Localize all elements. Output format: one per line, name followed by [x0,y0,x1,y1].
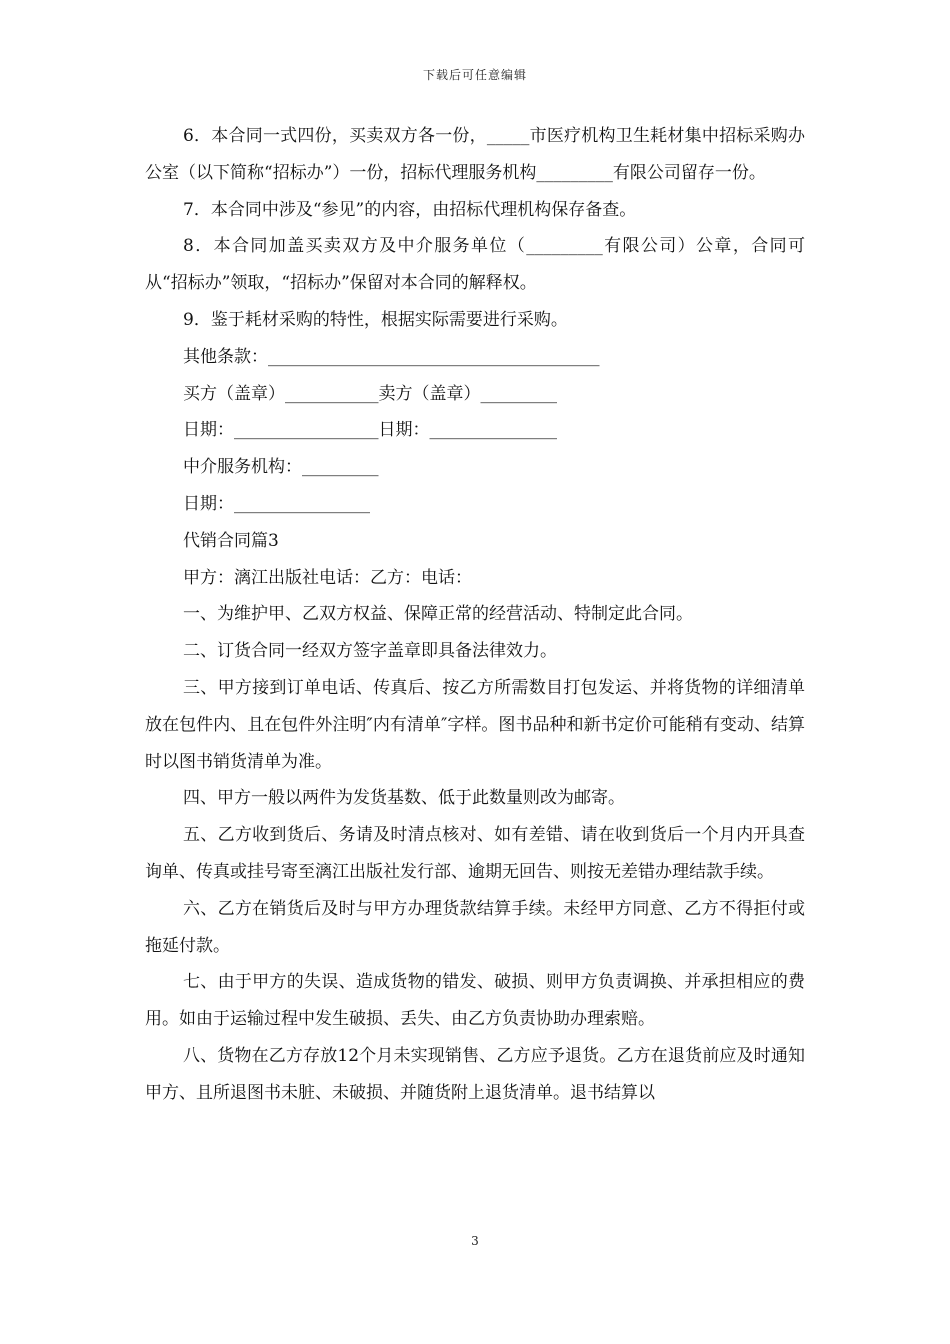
article-2: 二、订货合同一经双方签字盖章即具备法律效力。 [183,641,557,662]
page-header-note: 下载后可任意编辑 [422,68,527,82]
intermediary-line: 中介服务机构：_________ [183,457,379,478]
clause-9: 9．鉴于耗材采购的特性，根据实际需要进行采购。 [183,309,568,330]
section-title: 代销合同篇3 [183,530,279,551]
buyer-seller-seal-line: 买方（盖章）___________卖方（盖章）_________ [183,383,557,404]
clause-7: 7．本合同中涉及“参见”的内容，由招标代理机构保存备查。 [183,199,637,220]
article-8: 八、货物在乙方存放12个月未实现销售、乙方应予退货。乙方在退货前应及时通知甲方、且所退图书未脏、未破损、并随货附上退货清单。退书结算以 [145,1045,805,1103]
parties-line: 甲方：漓江出版社电话：乙方：电话： [183,567,472,588]
article-1: 一、为维护甲、乙双方权益、保障正常的经营活动、特制定此合同。 [183,604,693,625]
date-line-2: 日期：________________ [183,493,370,514]
article-7: 七、由于甲方的失误、造成货物的错发、破损、则甲方负责调换、并承担相应的费用。如由于运输过程中发生破损、丢失、由乙方负责协助办理索赔。 [145,972,805,1030]
page-number: 3 [471,1234,479,1248]
article-6: 六、乙方在销货后及时与甲方办理货款结算手续。未经甲方同意、乙方不得拒付或拖延付款。 [145,898,805,956]
article-4: 四、甲方一般以两件为发货基数、低于此数量则改为邮寄。 [183,788,625,809]
date-line-1: 日期：_________________日期：_______________ [183,420,557,441]
document-body [145,118,805,1112]
article-3: 三、甲方接到订单电话、传真后、按乙方所需数目打包发运、并将货物的详细清单放在包件内、且在包件外注明″内有清单″字样。图书品种和新书定价可能稍有变动、结算时以图书销货清单为准。 [145,677,805,772]
article-5: 五、乙方收到货后、务请及时清点核对、如有差错、请在收到货后一个月内开具查询单、传真或挂号寄至漓江出版社发行部、逾期无回告、则按无差错办理结款手续。 [145,825,805,882]
clause-8: 8．本合同加盖买卖双方及中介服务单位（_________有限公司）公章，合同可从“招标办”领取，“招标办”保留对本合同的解释权。 [145,236,805,294]
clause-6: 6．本合同一式四份，买卖双方各一份，_____市医疗机构卫生耗材集中招标采购办公室（以下简称“招标办”）一份，招标代理服务机构_________有限公司留存一份。 [145,126,805,183]
other-terms-line: 其他条款：_______________________________________ [183,346,600,367]
